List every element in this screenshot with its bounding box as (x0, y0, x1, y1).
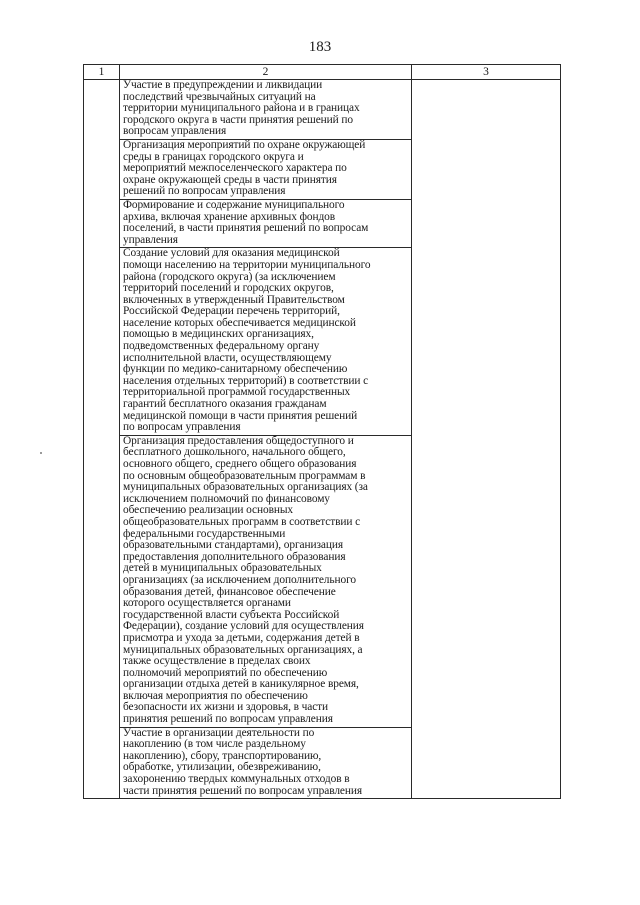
scan-mark (40, 452, 42, 454)
header-row (84, 65, 561, 80)
table-row-waste: Участие в организации деятельности по накоплению (в том числе раздельному накоплению), сбору, транспортированию, обработке, утилизации, обезвреживанию, захоронению твердых коммунальных отходов в части принятия решений по вопросам управления (123, 726, 363, 797)
table-row-education: Организация предоставления общедоступного и бесплатного дошкольного, начального общего, основного общего, среднего общего образования по основным общеобразовательным программам в муниципальных образовательных организациях (за исключением полномочий по финансовому обеспечению реализации основных общеобразовательных программ в соответствии с федеральными государственными образовательными стандартами), организация предоставления дополнительного образования детей в муниципальных образовательных организациях (за исключением дополнительного образования детей, финансовое обеспечение которого осуществляется органами государственной власти субъекта Российской Федерации), создание условий для осуществления присмотра и ухода за детьми, содержания детей в муниципальных образовательных организациях, а также осуществление в пределах своих полномочий мероприятий по обеспечению организации отдыха детей в каникулярное время, включая мероприятия по обеспечению безопасности их жизни и здоровья, в части принятия решений по вопросам управления (120, 436, 411, 728)
column-1-cell (84, 80, 120, 799)
column-2-cell (120, 80, 412, 799)
column-header-2: 2 (120, 65, 412, 80)
column-header-3: 3 (412, 65, 561, 80)
table-row-medical: Создание условий для оказания медицинской помощи населению на территории муниципального района (городского округа) (за исключением территорий поселений и городских округов, включенных в утвержденный Правительством Российской Федерации перечень территорий, население которых обеспечивается медицинской помощью в медицинских организациях, подведомственных федеральному органу исполнительной власти, осуществляющему функции по медико-санитарному обеспечению населения отдельных территорий) в соответствии с территориальной программой государственных гарантий бесплатного оказания гражданам медицинской помощи в части принятия решений по вопросам управления (120, 248, 411, 436)
page-number: 183 (308, 39, 332, 55)
authority-table (83, 64, 561, 799)
column-header-1: 1 (84, 65, 120, 80)
table-row-environment: Организация мероприятий по охране окружающей среды в границах городского округа и мероприятий межпоселенческого характера по охране окружающей среды в части принятия решений по вопросам управления (120, 140, 411, 200)
column-3-cell (412, 80, 561, 799)
table-body-row (84, 80, 561, 799)
table-row-archive: Формирование и содержание муниципального архива, включая хранение архивных фондов поселений, в части принятия решений по вопросам управления (120, 200, 411, 248)
table-row-emergency: Участие в предупреждении и ликвидации последствий чрезвычайных ситуаций на территории муниципального района и в границах городского округа в части принятия решений по вопросам управления (120, 80, 411, 140)
